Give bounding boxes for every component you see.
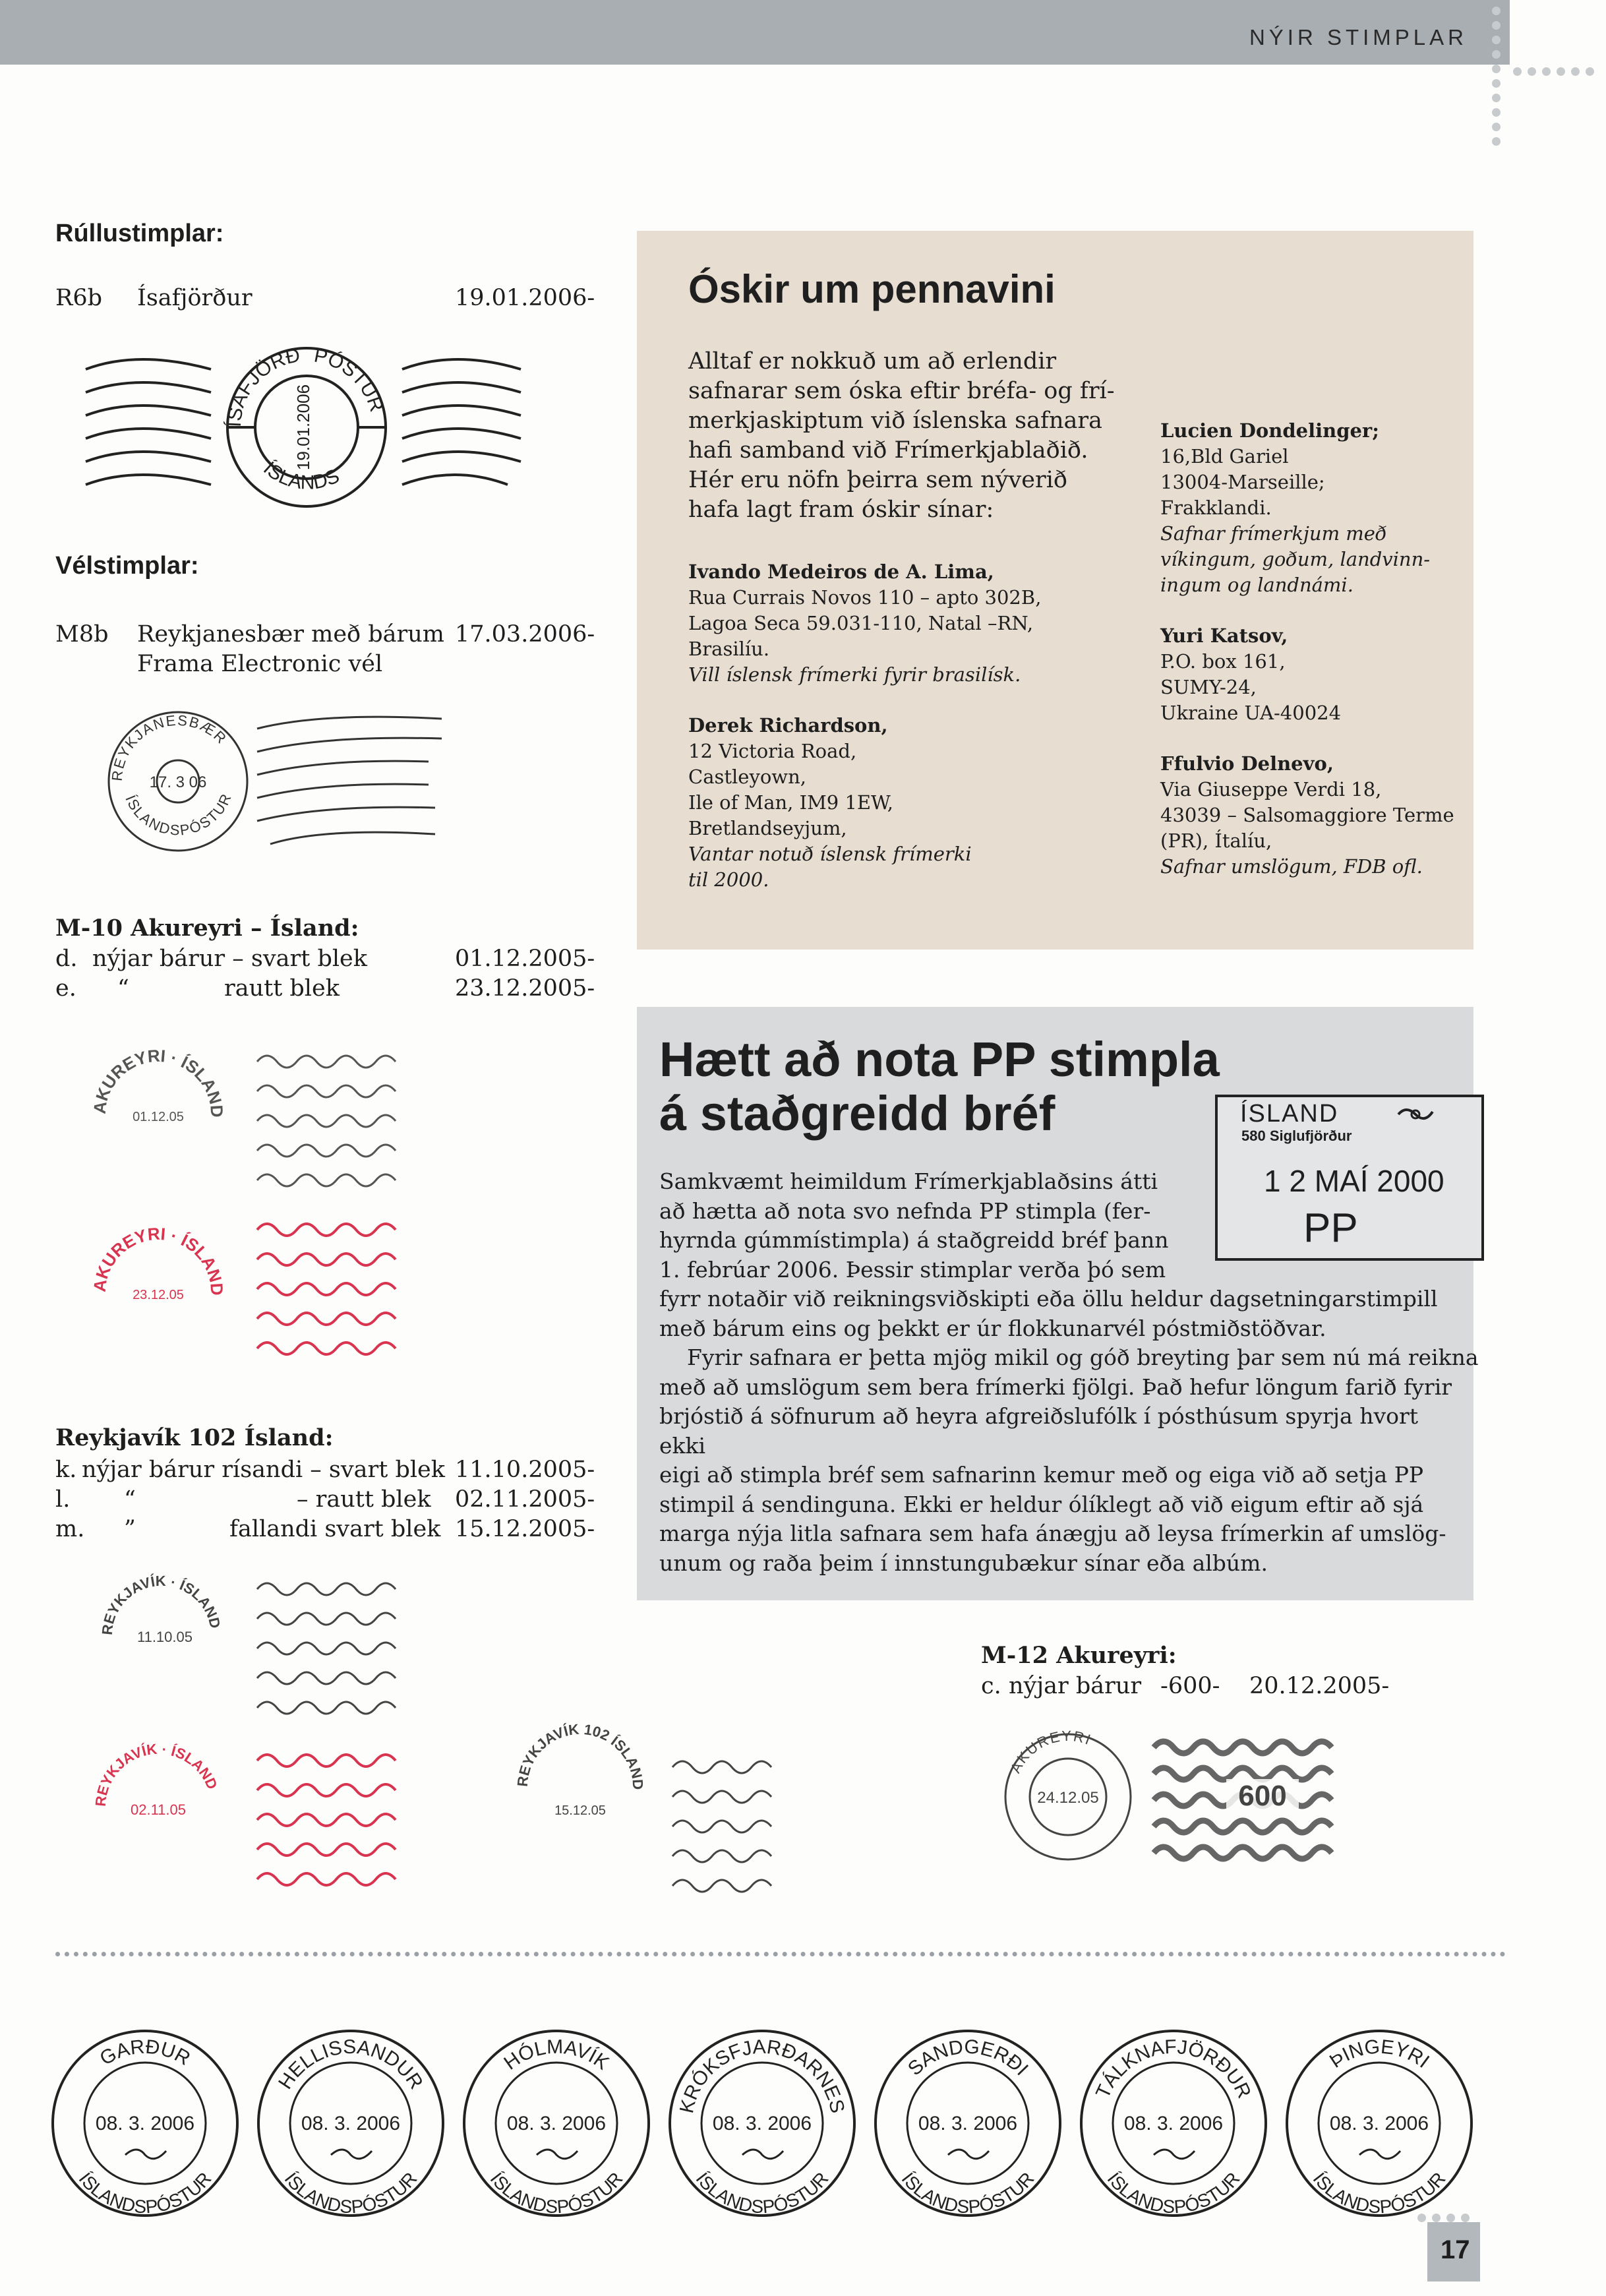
- penpal-name: Yuri Katsov,: [1160, 624, 1288, 647]
- posthorn-icon: [742, 2150, 783, 2159]
- postmark-town: ÞINGEYRI: [1326, 2036, 1433, 2072]
- postmark-town: TÁLKNAFJÖRÐUR: [1092, 2036, 1255, 2102]
- rvk-l-date: 02.11.05: [130, 1801, 187, 1818]
- penpal-address: 43039 – Salsomaggiore Terme: [1160, 804, 1454, 826]
- postmark-footer: ÍSLANDSPÓSTUR: [486, 2168, 627, 2218]
- svg-text:REYKJANESBÆR: [109, 712, 231, 782]
- r6b-ring-top: ÍSAFJÖRÐUR: [72, 326, 302, 428]
- m12-stamp: [989, 1721, 1358, 1866]
- penpal-note: Safnar umslögum, FDB ofl.: [1160, 855, 1423, 878]
- m8b-code: M8b: [55, 621, 109, 648]
- m12-date: 20.12.2005-: [1249, 1673, 1390, 1699]
- m8b-ring-top: REYKJANESBÆR: [108, 711, 231, 782]
- rullustimplar-heading: Rúllustimplar:: [55, 220, 224, 247]
- m8b-line2: Frama Electronic vél: [137, 651, 383, 677]
- rvk-row-m-ditto: ”: [124, 1516, 136, 1542]
- postmark-footer: ÍSLANDSPÓSTUR: [897, 2168, 1038, 2218]
- r6b-ring-bottom: ÍSLANDS: [259, 457, 343, 494]
- posthorn-icon: [1396, 1104, 1435, 1125]
- svg-text:TÁLKNAFJÖRÐUR: [1092, 2036, 1255, 2101]
- postmark-town: HÓLMAVÍK: [500, 2036, 613, 2074]
- rvk-row-k-date: 11.10.2005-: [455, 1457, 595, 1483]
- postmark-date: 08. 3. 2006: [712, 2113, 812, 2134]
- penpal-address: 16,Bld Gariel: [1160, 445, 1289, 468]
- svg-text:ÍSLANDSPÓSTUR: [1104, 2168, 1244, 2217]
- rvk-k-date: 11.10.05: [136, 1629, 193, 1645]
- svg-text:ÍSLANDSPÓSTUR: [487, 2168, 627, 2217]
- pp-para-line: fyrr notaðir við reikningsviðskipti eða öllu heldur dagsetningarstimpill: [659, 1286, 1438, 1312]
- m10-row-d-text: nýjar bárur – svart blek: [92, 946, 367, 972]
- rvk-l-ring: REYKJAVÍK · ÍSLAND: [92, 1740, 221, 1807]
- penpal-address: Frakklandi.: [1160, 497, 1272, 519]
- section-title: NÝIR STIMPLAR: [1249, 25, 1468, 49]
- rvk-row-m-mark: m.: [55, 1516, 85, 1542]
- m10-black-date: 01.12.05: [133, 1110, 184, 1124]
- penpal-note: til 2000.: [688, 868, 769, 891]
- rvk-m-date: 15.12.05: [554, 1803, 606, 1818]
- r6b-roller-stamp: [72, 326, 527, 514]
- posthorn-icon: [331, 2150, 372, 2159]
- m10-heading: M-10 Akureyri – Ísland:: [55, 915, 359, 942]
- pp-paragraph: [659, 1167, 1479, 1578]
- penpal-address: Via Giuseppe Verdi 18,: [1160, 778, 1382, 801]
- m12-heading: M-12 Akureyri:: [981, 1642, 1177, 1669]
- penpal-address: SUMY-24,: [1160, 676, 1257, 698]
- m10-row-e-ditto: “: [117, 975, 129, 1002]
- r6b-stamp-date: 19.01.2006: [293, 384, 313, 471]
- m10-stamps: [79, 1035, 475, 1378]
- penpal-name: Ivando Medeiros de A. Lima,: [688, 560, 994, 583]
- rvk-k-ring: REYKJAVÍK · ÍSLAND: [98, 1572, 224, 1636]
- rvk102-heading: Reykjavík 102 Ísland:: [55, 1424, 334, 1451]
- m12-code: -600-: [1160, 1673, 1220, 1699]
- velstimplar-heading: Vélstimplar:: [55, 552, 199, 580]
- pp-stamp-date: 1 2 MAÍ 2000: [1264, 1164, 1444, 1198]
- pp-para-line: að hætta að nota svo nefnda PP stimpla (fer-: [659, 1197, 1151, 1224]
- m12-mark: c.: [981, 1673, 1001, 1699]
- r6b-date: 19.01.2006-: [455, 285, 595, 311]
- rvk-stamps: [79, 1569, 870, 1912]
- pp-para-line: hyrnda gúmmístimpla) á staðgreidd bréf þann: [659, 1227, 1169, 1253]
- penpal-intro-line: Hér eru nöfn þeirra sem nýverið: [688, 467, 1067, 493]
- penpal-address: Ile of Man, IM9 1EW,: [688, 791, 894, 814]
- pp-para-line: Fyrir safnara er þetta mjög mikil og góð breyting þar sem nú má reikna: [659, 1344, 1479, 1370]
- svg-text:ÞINGEYRI: [1326, 2036, 1433, 2072]
- town-postmark: [1081, 2031, 1266, 2217]
- pp-stamp-office: 580 Siglufjörður: [1241, 1128, 1352, 1144]
- m10-red-date: 23.12.05: [133, 1288, 184, 1302]
- m10-black-ring: AKUREYRI · ÍSLAND: [89, 1045, 227, 1118]
- svg-text:AKUREYRI · ÍSLAND: [90, 1224, 227, 1296]
- penpal-address: (PR), Ítalíu,: [1160, 830, 1272, 852]
- r6b-place: Ísafjörður: [137, 285, 253, 311]
- svg-text:AKUREYRI: [1007, 1728, 1094, 1776]
- postmark-footer: ÍSLANDSPÓSTUR: [692, 2168, 833, 2218]
- svg-text:GARÐUR: [96, 2036, 194, 2070]
- penpal-note: Safnar frímerkjum með: [1160, 522, 1387, 545]
- pp-para-line: 1. febrúar 2006. Þessir stimplar verða þó sem: [659, 1256, 1166, 1283]
- pp-para-line: marga nýja litla safnara sem hafa ánægju að leysa frímerkin af umslög-: [659, 1521, 1446, 1546]
- posthorn-icon: [1154, 2150, 1195, 2159]
- m12-text: nýjar bárur: [1009, 1673, 1142, 1699]
- pp-para-line: með að umslögum sem bera frímerki fjölgi. Það hefur löngum farið fyrir: [659, 1374, 1452, 1400]
- m8b-line1: Reykjanesbær með bárum: [137, 621, 444, 648]
- m12-stamp-ring: AKUREYRI: [1007, 1727, 1094, 1776]
- penpal-intro-line: merkjaskiptum við íslenska safnara: [688, 408, 1102, 434]
- m10-row-e-text: rautt blek: [224, 975, 340, 1002]
- penpal-name: Derek Richardson,: [688, 714, 888, 737]
- penpal-intro-line: hafa lagt fram óskir sínar:: [688, 497, 994, 523]
- dotted-separator: [55, 1952, 1506, 1956]
- rvk-m-ring: REYKJAVÍK 102 ÍSLAND: [514, 1720, 647, 1790]
- penpal-intro: [688, 347, 1150, 525]
- r6b-ring-right: PÓSTUR: [312, 344, 388, 415]
- posthorn-icon: [537, 2150, 578, 2159]
- m8b-stamp-date: 17. 3 06: [149, 773, 207, 791]
- svg-text:ÍSLANDSPÓSTUR: [281, 2168, 421, 2217]
- penpal-note: víkingum, goðum, landvinn-: [1160, 548, 1431, 570]
- svg-text:ÍSLANDSPÓSTUR: [692, 2168, 833, 2217]
- m8b-date: 17.03.2006-: [455, 621, 595, 648]
- m10-row-d-date: 01.12.2005-: [455, 946, 595, 972]
- penpal-intro-line: Alltaf er nokkuð um að erlendir: [688, 348, 1057, 375]
- rvk-row-k-mark: k.: [55, 1457, 77, 1483]
- pp-para-line: eigi að stimpla bréf sem safnarinn kemur með og eiga við að setja PP: [659, 1462, 1424, 1488]
- postmark-town: KRÓKSFJARÐARNES: [676, 2036, 848, 2115]
- penpal-name: Ffulvio Delnevo,: [1160, 752, 1334, 775]
- penpal-title: Óskir um pennavini: [688, 267, 1056, 311]
- svg-text:ÍSAFJÖRÐUR: [72, 326, 302, 427]
- penpal-note: ingum og landnámi.: [1160, 574, 1353, 596]
- svg-text:REYKJAVÍK · ÍSLAND: [92, 1741, 221, 1807]
- postmark-footer: ÍSLANDSPÓSTUR: [280, 2168, 421, 2218]
- rvk-row-m-text: fallandi svart blek: [229, 1516, 441, 1542]
- penpal-address: 13004-Marseille;: [1160, 471, 1325, 493]
- pp-stamp-code: PP: [1303, 1205, 1358, 1251]
- town-postmark: [464, 2031, 649, 2217]
- town-postmark: [53, 2031, 237, 2217]
- postmark-town: HELLISSANDUR: [274, 2036, 427, 2094]
- penpal-note: Vill íslensk frímerki fyrir brasilísk.: [688, 663, 1021, 686]
- m10-row-d-mark: d.: [55, 946, 78, 972]
- m8b-ring-bottom: ÍSLANDSPÓSTUR: [122, 790, 235, 839]
- svg-text:REYKJAVÍK · ÍSLAND: [99, 1573, 224, 1636]
- penpal-address: Rua Currais Novos 110 – apto 302B,: [688, 586, 1042, 609]
- rvk-row-l-date: 02.11.2005-: [455, 1486, 595, 1513]
- header-dots: [1513, 66, 1600, 78]
- penpal-intro-line: hafi samband við Frímerkjablaðið.: [688, 437, 1088, 464]
- postmark-date: 08. 3. 2006: [506, 2113, 607, 2134]
- m12-stamp-value: 600: [1238, 1780, 1287, 1812]
- penpal-address: Lagoa Seca 59.031-110, Natal –RN,: [688, 612, 1034, 634]
- town-postmark: [1287, 2031, 1472, 2217]
- svg-text:HÓLMAVÍK: [500, 2036, 613, 2074]
- penpal-address: Bretlandseyjum,: [688, 817, 847, 839]
- penpal-address: Brasilíu.: [688, 638, 770, 660]
- svg-text:KRÓKSFJARÐARNES: [676, 2036, 848, 2115]
- rvk-row-l-text: – rautt blek: [297, 1486, 431, 1513]
- pp-para-line: Samkvæmt heimildum Frímerkjablaðsins átti: [659, 1168, 1158, 1194]
- svg-text:ÍSLANDSPÓSTUR: [75, 2168, 216, 2217]
- posthorn-icon: [948, 2150, 989, 2159]
- m12-stamp-date: 24.12.05: [1037, 1789, 1099, 1807]
- postmark-date: 08. 3. 2006: [95, 2113, 195, 2134]
- postmark-footer: ÍSLANDSPÓSTUR: [74, 2168, 216, 2218]
- pp-para-line: unum og raða þeim í innstungubækur sínar eða albúm.: [659, 1550, 1268, 1576]
- town-postmark: [670, 2031, 854, 2217]
- pp-stamp-country: ÍSLAND: [1240, 1100, 1339, 1128]
- postmark-town: GARÐUR: [96, 2036, 194, 2070]
- bottom-stamps-row: [40, 2011, 1490, 2235]
- town-postmark: [258, 2031, 443, 2217]
- penpal-address: Castleyown,: [688, 766, 807, 788]
- pp-title-line2: á staðgreidd bréf: [659, 1086, 1056, 1141]
- postmark-footer: ÍSLANDSPÓSTUR: [1309, 2168, 1450, 2218]
- pp-para-line: brjóstið á söfnurum að heyra afgreiðslufólk í pósthúsum spyrja hvort ekki: [659, 1403, 1418, 1459]
- pp-para-line: stimpil á sendinguna. Ekki er heldur ólíklegt að við eigum eftir að sjá: [659, 1491, 1424, 1517]
- m10-row-e-mark: e.: [55, 975, 76, 1002]
- penpal-note: Vantar notuð íslensk frímerki: [688, 843, 972, 865]
- svg-text:ÍSLANDSPÓSTUR: [898, 2168, 1038, 2217]
- page-number: 17: [1441, 2235, 1470, 2264]
- postmark-date: 08. 3. 2006: [1123, 2113, 1224, 2134]
- posthorn-icon: [1359, 2150, 1400, 2159]
- town-postmark: [876, 2031, 1060, 2217]
- pp-title-line1: Hætt að nota PP stimpla: [659, 1032, 1220, 1087]
- rvk-row-m-date: 15.12.2005-: [455, 1516, 595, 1542]
- penpal-address: Ukraine UA-40024: [1160, 702, 1342, 724]
- m10-red-ring: AKUREYRI · ÍSLAND: [89, 1223, 227, 1296]
- rvk-row-l-ditto: “: [124, 1486, 136, 1513]
- svg-text:REYKJAVÍK 102 ÍSLAND: [514, 1721, 647, 1790]
- postmark-date: 08. 3. 2006: [1329, 2113, 1429, 2134]
- m10-row-e-date: 23.12.2005-: [455, 975, 595, 1002]
- posthorn-icon: [125, 2150, 166, 2159]
- pp-para-line: með bárum eins og þekkt er úr flokkunarvél póstmiðstöðvar.: [659, 1315, 1326, 1341]
- svg-text:ÍSLANDSPÓSTUR: [1309, 2168, 1450, 2217]
- svg-text:HELLISSANDUR: [274, 2036, 427, 2093]
- r6b-code: R6b: [55, 285, 103, 311]
- postmark-town: SANDGERÐI: [903, 2036, 1032, 2080]
- penpal-col1: [688, 559, 1163, 893]
- penpal-intro-line: safnarar sem óska eftir bréfa- og frí-: [688, 378, 1115, 404]
- svg-text:ÍSLANDSPÓSTUR: [122, 791, 235, 839]
- postmark-date: 08. 3. 2006: [918, 2113, 1018, 2134]
- postmark-footer: ÍSLANDSPÓSTUR: [1103, 2168, 1244, 2218]
- penpal-name: Lucien Dondelinger;: [1160, 419, 1379, 442]
- svg-text:AKUREYRI · ÍSLAND: [90, 1046, 227, 1118]
- penpal-address: P.O. box 161,: [1160, 650, 1286, 673]
- postmark-date: 08. 3. 2006: [301, 2113, 401, 2134]
- header-dots-vertical: [1492, 7, 1501, 152]
- rvk-row-k-text: nýjar bárur rísandi – svart blek: [82, 1457, 445, 1483]
- rvk-row-l-mark: l.: [55, 1486, 71, 1513]
- penpal-address: 12 Victoria Road,: [688, 740, 857, 762]
- m8b-machine-stamp: [99, 699, 455, 864]
- penpal-col2: [1160, 418, 1464, 880]
